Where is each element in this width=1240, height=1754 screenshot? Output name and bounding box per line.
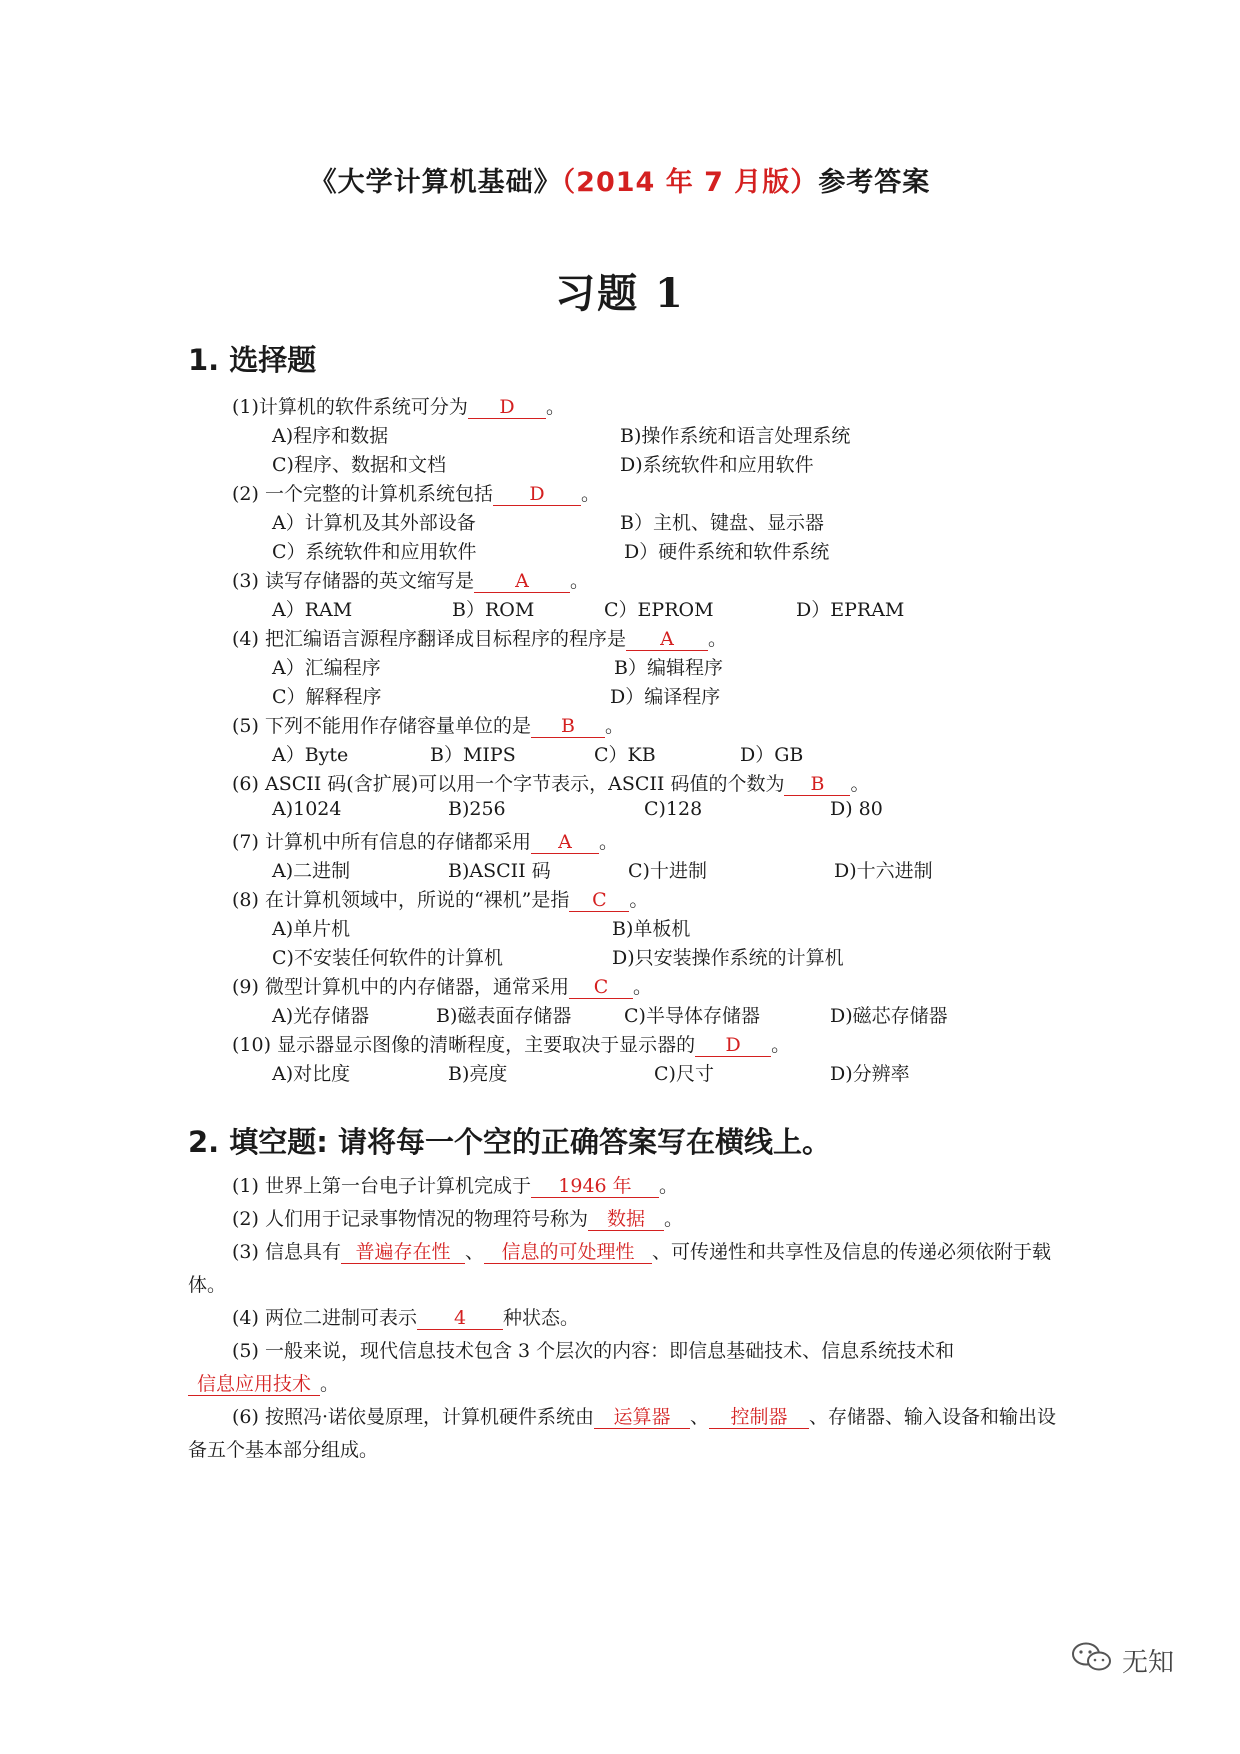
watermark-text: 无知 [1122, 1648, 1175, 1678]
option: D）EPRAM [796, 599, 905, 621]
option: B)操作系统和语言处理系统 [620, 425, 851, 447]
option: D)磁芯存储器 [830, 1005, 948, 1027]
answer-blank: 信息应用技术 [188, 1375, 320, 1396]
answer-blank: 运算器 [594, 1408, 690, 1429]
wechat-icon [1070, 1640, 1114, 1681]
answer-blank: D [695, 1036, 771, 1057]
document-title [0, 160, 1240, 199]
option: D)十六进制 [834, 860, 933, 882]
option: B）ROM [452, 599, 535, 621]
chapter-heading: 习题 1 [555, 270, 685, 317]
fill-item-1: (1) 世界上第一台电子计算机完成于 1946 年 。 [232, 1175, 678, 1197]
option: A)单片机 [272, 918, 351, 940]
title-part-3: 参考答案 [818, 167, 931, 198]
answer-blank: 信息的可处理性 [484, 1243, 652, 1264]
answer-blank: C [569, 891, 629, 912]
option: A）计算机及其外部设备 [272, 512, 476, 534]
option: B)亮度 [448, 1063, 508, 1085]
answer-blank: B [531, 717, 605, 738]
option: D) 80 [830, 798, 883, 820]
option: A)光存储器 [272, 1005, 370, 1027]
answer-blank: 1946 年 [531, 1177, 659, 1198]
option: B)256 [448, 798, 506, 820]
option: C)程序、数据和文档 [272, 454, 446, 476]
fill-item-4: (4) 两位二进制可表示 4 种状态。 [232, 1307, 579, 1329]
answer-blank: C [569, 978, 633, 999]
option: D）GB [740, 744, 804, 766]
question-3: (3) 读写存储器的英文缩写是 A 。 [232, 570, 589, 592]
question-10: (10) 显示器显示图像的清晰程度，主要取决于显示器的 D 。 [232, 1034, 791, 1056]
question-6: (6) ASCII 码(含扩展)可以用一个字节表示，ASCII 码值的个数为 B 。 [232, 773, 870, 795]
option: B)磁表面存储器 [436, 1005, 572, 1027]
watermark [1070, 1640, 1174, 1681]
answer-blank: B [784, 775, 850, 796]
title-part-2: （2014 年 7 月版） [561, 167, 819, 198]
option: A)程序和数据 [272, 425, 389, 447]
fill-item-3: (3) 信息具有 普遍存在性 、 信息的可处理性 、可传递性和共享性及信息的传递必须依附于载体。 [188, 1241, 1052, 1296]
question-8: (8) 在计算机领域中，所说的“裸机”是指 C 。 [232, 889, 649, 911]
answer-blank: 普遍存在性 [341, 1243, 465, 1264]
option: D）硬件系统和软件系统 [624, 541, 830, 563]
option: D）编译程序 [610, 686, 721, 708]
option: C）KB [594, 744, 656, 766]
answer-blank: D [493, 485, 581, 506]
answer-blank: 控制器 [709, 1408, 809, 1429]
answer-blank: 数据 [588, 1210, 664, 1231]
question-9: (9) 微型计算机中的内存储器，通常采用 C 。 [232, 976, 652, 998]
section-1-heading: 1. 选择题 [188, 343, 317, 377]
question-1: (1)计算机的软件系统可分为 D 。 [232, 396, 565, 418]
answer-blank: A [626, 630, 708, 651]
option: C)半导体存储器 [624, 1005, 760, 1027]
option: B）MIPS [430, 744, 516, 766]
option: B)ASCII 码 [448, 860, 551, 882]
answer-blank: A [474, 572, 570, 593]
option: A)对比度 [272, 1063, 351, 1085]
answer-blank: 4 [417, 1309, 503, 1330]
section-2-heading: 2. 填空题: 请将每一个空的正确答案写在横线上。 [188, 1125, 831, 1159]
option: C）EPROM [604, 599, 714, 621]
option: D)分辨率 [830, 1063, 910, 1085]
question-5: (5) 下列不能用作存储容量单位的是 B 。 [232, 715, 624, 737]
fill-item-5: (5) 一般来说，现代信息技术包含 3 个层次的内容：即信息基础技术、信息系统技术和信息应用技术 。 [188, 1335, 1058, 1401]
option: A）Byte [272, 744, 349, 766]
question-7: (7) 计算机中所有信息的存储都采用 A 。 [232, 831, 618, 853]
option: C)128 [644, 798, 703, 820]
question-4: (4) 把汇编语言源程序翻译成目标程序的程序是 A 。 [232, 628, 727, 650]
option: A)二进制 [272, 860, 351, 882]
option: D)只安装操作系统的计算机 [612, 947, 844, 969]
title-part-1: 《大学计算机基础》 [309, 167, 562, 198]
option: C)不安装任何软件的计算机 [272, 947, 503, 969]
option: B）编辑程序 [614, 657, 723, 679]
option: C)尺寸 [654, 1063, 714, 1085]
option: C）解释程序 [272, 686, 382, 708]
answer-blank: A [531, 833, 599, 854]
fill-item-6: (6) 按照冯·诺依曼原理，计算机硬件系统由 运算器 、 控制器 、存储器、输入设备和输出设备五个基本部分组成。 [188, 1406, 1057, 1461]
question-2: (2) 一个完整的计算机系统包括 D 。 [232, 483, 600, 505]
option: C)十进制 [628, 860, 707, 882]
option: B）主机、键盘、显示器 [620, 512, 824, 534]
option: A）RAM [272, 599, 353, 621]
answer-blank: D [468, 398, 546, 419]
option: A）汇编程序 [272, 657, 381, 679]
fill-item-2: (2) 人们用于记录事物情况的物理符号称为 数据 。 [232, 1208, 683, 1230]
option: C）系统软件和应用软件 [272, 541, 477, 563]
option: B)单板机 [612, 918, 691, 940]
option: A)1024 [272, 798, 342, 820]
option: D)系统软件和应用软件 [620, 454, 814, 476]
